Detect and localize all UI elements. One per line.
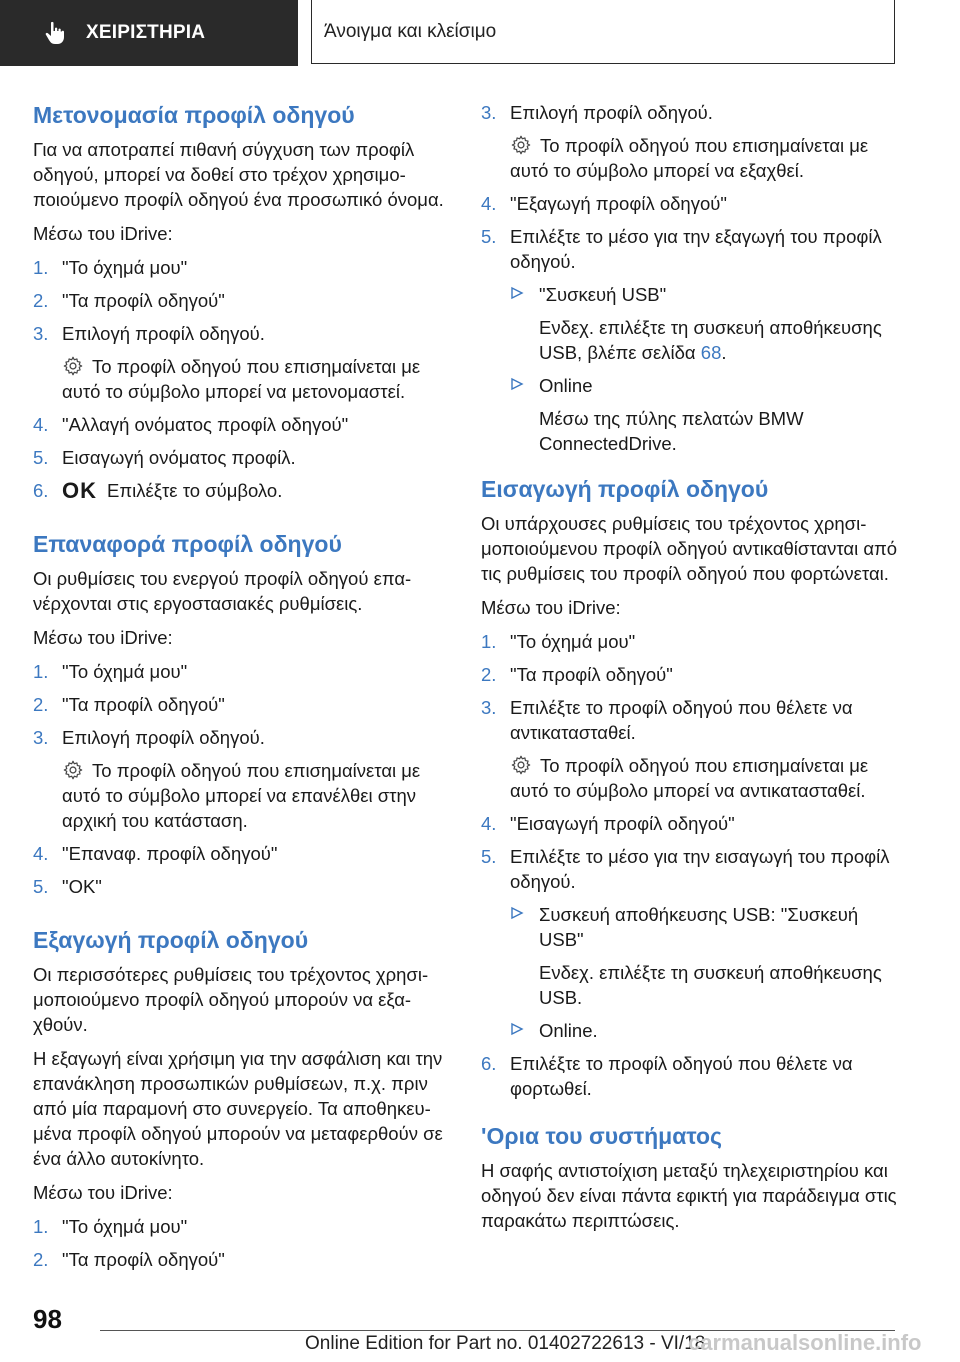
list-item: Συσκευή αποθήκευσης USB: "Συσκευή USB" Ενδεχ. επιλέξτε τη συσκευή αποθήκευσης USB.: [510, 902, 906, 1010]
edition-text: Online Edition for Part no. 01402722613 - VI/18: [305, 1333, 706, 1354]
list-item: 4. "Εξαγωγή προφίλ οδηγού": [481, 193, 727, 214]
list-item: 5. Επιλέξτε το μέσο για την εξαγωγή του προφίλ οδηγού. "Συσκευή USB" Ενδεχ. επιλέξτε τη συσκευή αποθήκευσης USB, βλέπε σελίδα 68. Online Μέσω της πύλης πελατών BMW ConnectedDrive.: [481, 224, 906, 456]
list-item: 5. "OK": [33, 876, 102, 897]
list-item: 4. "Εισαγωγή προφίλ οδηγού": [481, 813, 735, 834]
import-note: Το προφίλ οδηγού που επισημαίνεται με αυτό το σύμβολο μπορεί να αντικατασταθεί.: [510, 755, 869, 801]
import-heading: Εισαγωγή προφίλ οδηγού: [481, 476, 769, 502]
chapter-title: Άνοιγμα και κλείσιμο: [324, 20, 497, 42]
list-item: 1. "Το όχημά μου": [33, 661, 188, 682]
page-footer: [0, 1290, 960, 1362]
list-item: Online Μέσω της πύλης πελατών BMW ConnectedDrive.: [510, 373, 906, 456]
list-item: "Συσκευή USB" Ενδεχ. επιλέξτε τη συσκευή αποθήκευσης USB, βλέπε σελίδα 68.: [510, 282, 906, 365]
right-column: [481, 100, 906, 1242]
list-item: 1. "Το όχημά μου": [481, 631, 636, 652]
ok-symbol: OK: [62, 478, 97, 503]
reset-heading: Επαναφορά προφίλ οδηγού: [33, 531, 342, 557]
list-item: 6. OK Επιλέξτε το σύμβολο.: [33, 478, 283, 503]
list-item: 4. "Επαναφ. προφίλ οδηγού": [33, 843, 278, 864]
list-item: 3. Επιλέξτε το προφίλ οδηγού που θέλετε να αντικατασταθεί. Το προφίλ οδηγού που επισημαίνεται με αυτό το σύμβολο μπορεί να αντικατασταθεί.: [481, 695, 906, 803]
export-media-options: [510, 282, 906, 456]
list-item: 2. "Τα προφίλ οδηγού": [33, 694, 225, 715]
page-header: [0, 0, 960, 66]
list-item: 4. "Αλλαγή ονόματος προφίλ οδηγού": [33, 414, 349, 435]
list-item: 3. Επιλογή προφίλ οδηγού. Το προφίλ οδηγού που επισημαίνεται με αυτό το σύμβολο μπορεί να εξαχθεί.: [481, 100, 906, 183]
rename-paragraph: Για να αποτραπεί πιθανή σύγχυση των προφίλ οδηγού, μπορεί να δοθεί στο τρέχον χρησιμοποιούμενο προφίλ οδηγού ένα προσωπικό όνομα.: [33, 139, 444, 210]
export-note: Το προφίλ οδηγού που επισημαίνεται με αυτό το σύμβολο μπορεί να εξαχθεί.: [510, 135, 869, 181]
list-item: 6. Επιλέξτε το προφίλ οδηγού που θέλετε να φορτωθεί.: [481, 1053, 853, 1099]
reset-paragraph: Οι ρυθμίσεις του ενεργού προφίλ οδηγού επανέρχονται στις εργοστασιακές ρυθμίσεις.: [33, 568, 412, 614]
gear-icon: [510, 754, 532, 776]
gear-icon: [510, 134, 532, 156]
hand-pointer-icon: [42, 20, 68, 46]
chapter-tab: [311, 0, 895, 64]
export-steps-continued: [481, 100, 906, 456]
list-item: 2. "Τα προφίλ οδηγού": [481, 664, 673, 685]
rename-via: Μέσω του iDrive:: [33, 223, 173, 244]
gear-icon: [62, 355, 84, 377]
export-steps: [33, 1214, 453, 1272]
import-via: Μέσω του iDrive:: [481, 597, 621, 618]
list-item: Online.: [510, 1018, 906, 1043]
reset-note: Το προφίλ οδηγού που επισημαίνεται με αυτό το σύμβολο μπορεί να επανέλθει στην αρχική του κατάσταση.: [62, 760, 421, 831]
limits-heading: 'Ορια του συστήματος: [481, 1123, 722, 1149]
import-paragraph: Οι υπάρχουσες ρυθμίσεις του τρέχοντος χρησιμοποιούμενου προφίλ οδηγού αντικαθίστανται από τις ρυθμίσεις του προφίλ οδηγού που φορτώνεται.: [481, 513, 898, 584]
rename-steps: [33, 255, 453, 503]
export-heading: Εξαγωγή προφίλ οδηγού: [33, 927, 309, 953]
left-column: [33, 100, 453, 1280]
export-paragraph-2: Η εξαγωγή είναι χρήσιμη για την ασφάλιση και την επανάκληση προσωπικών ρυθμίσεων, π.χ. πριν από μία παραμονή στο συνεργείο. Τα αποθηκευμένα προφίλ οδηγού μπορούν να μεταφερθούν σε ένα άλλο αυτοκίνητο.: [33, 1048, 443, 1169]
reset-steps: [33, 659, 453, 899]
list-item: 2. "Τα προφίλ οδηγού": [33, 1249, 225, 1270]
triangle-bullet-icon: [510, 903, 524, 923]
gear-icon: [62, 759, 84, 781]
export-paragraph-1: Οι περισσότερες ρυθμίσεις του τρέχοντος χρησιμοποιούμενο προφίλ οδηγού μπορούν να εξαχθούν.: [33, 964, 429, 1035]
list-item: 3. Επιλογή προφίλ οδηγού. Το προφίλ οδηγού που επισημαίνεται με αυτό το σύμβολο μπορεί να μετονομαστεί.: [33, 321, 453, 404]
triangle-bullet-icon: [510, 374, 524, 394]
list-item: 5. Επιλέξτε το μέσο για την εισαγωγή του προφίλ οδηγού. Συσκευή αποθήκευσης USB: "Συσκευή USB" Ενδεχ. επιλέξτε τη συσκευή αποθήκευσης USB. Online.: [481, 844, 906, 1043]
section-tab: [0, 0, 298, 66]
page-link[interactable]: 68: [700, 342, 722, 363]
export-via: Μέσω του iDrive:: [33, 1182, 173, 1203]
import-media-options: [510, 902, 906, 1043]
list-item: 3. Επιλογή προφίλ οδηγού. Το προφίλ οδηγού που επισημαίνεται με αυτό το σύμβολο μπορεί να επανέλθει στην αρχική του κατάσταση.: [33, 725, 453, 833]
watermark: carmanualsonline.info: [688, 1330, 922, 1355]
list-item: 2. "Τα προφίλ οδηγού": [33, 290, 225, 311]
import-steps: [481, 629, 906, 1101]
page-number: 98: [33, 1304, 62, 1334]
list-item: 1. "Το όχημά μου": [33, 1216, 188, 1237]
reset-via: Μέσω του iDrive:: [33, 627, 173, 648]
rename-note: Το προφίλ οδηγού που επισημαίνεται με αυτό το σύμβολο μπορεί να μετονομαστεί.: [62, 356, 421, 402]
list-item: 1. "Το όχημά μου": [33, 257, 188, 278]
section-title: ΧΕΙΡΙΣΤΗΡΙΑ: [86, 22, 206, 43]
list-item: 5. Εισαγωγή ονόματος προφίλ.: [33, 447, 296, 468]
triangle-bullet-icon: [510, 283, 524, 303]
limits-paragraph: Η σαφής αντιστοίχιση μεταξύ τηλεχειριστηρίου και οδηγού δεν είναι πάντα εφικτή για παράδειγμα στις παρακάτω περιπτώσεις.: [481, 1160, 897, 1231]
rename-heading: Μετονομασία προφίλ οδηγού: [33, 102, 355, 128]
triangle-bullet-icon: [510, 1019, 524, 1039]
